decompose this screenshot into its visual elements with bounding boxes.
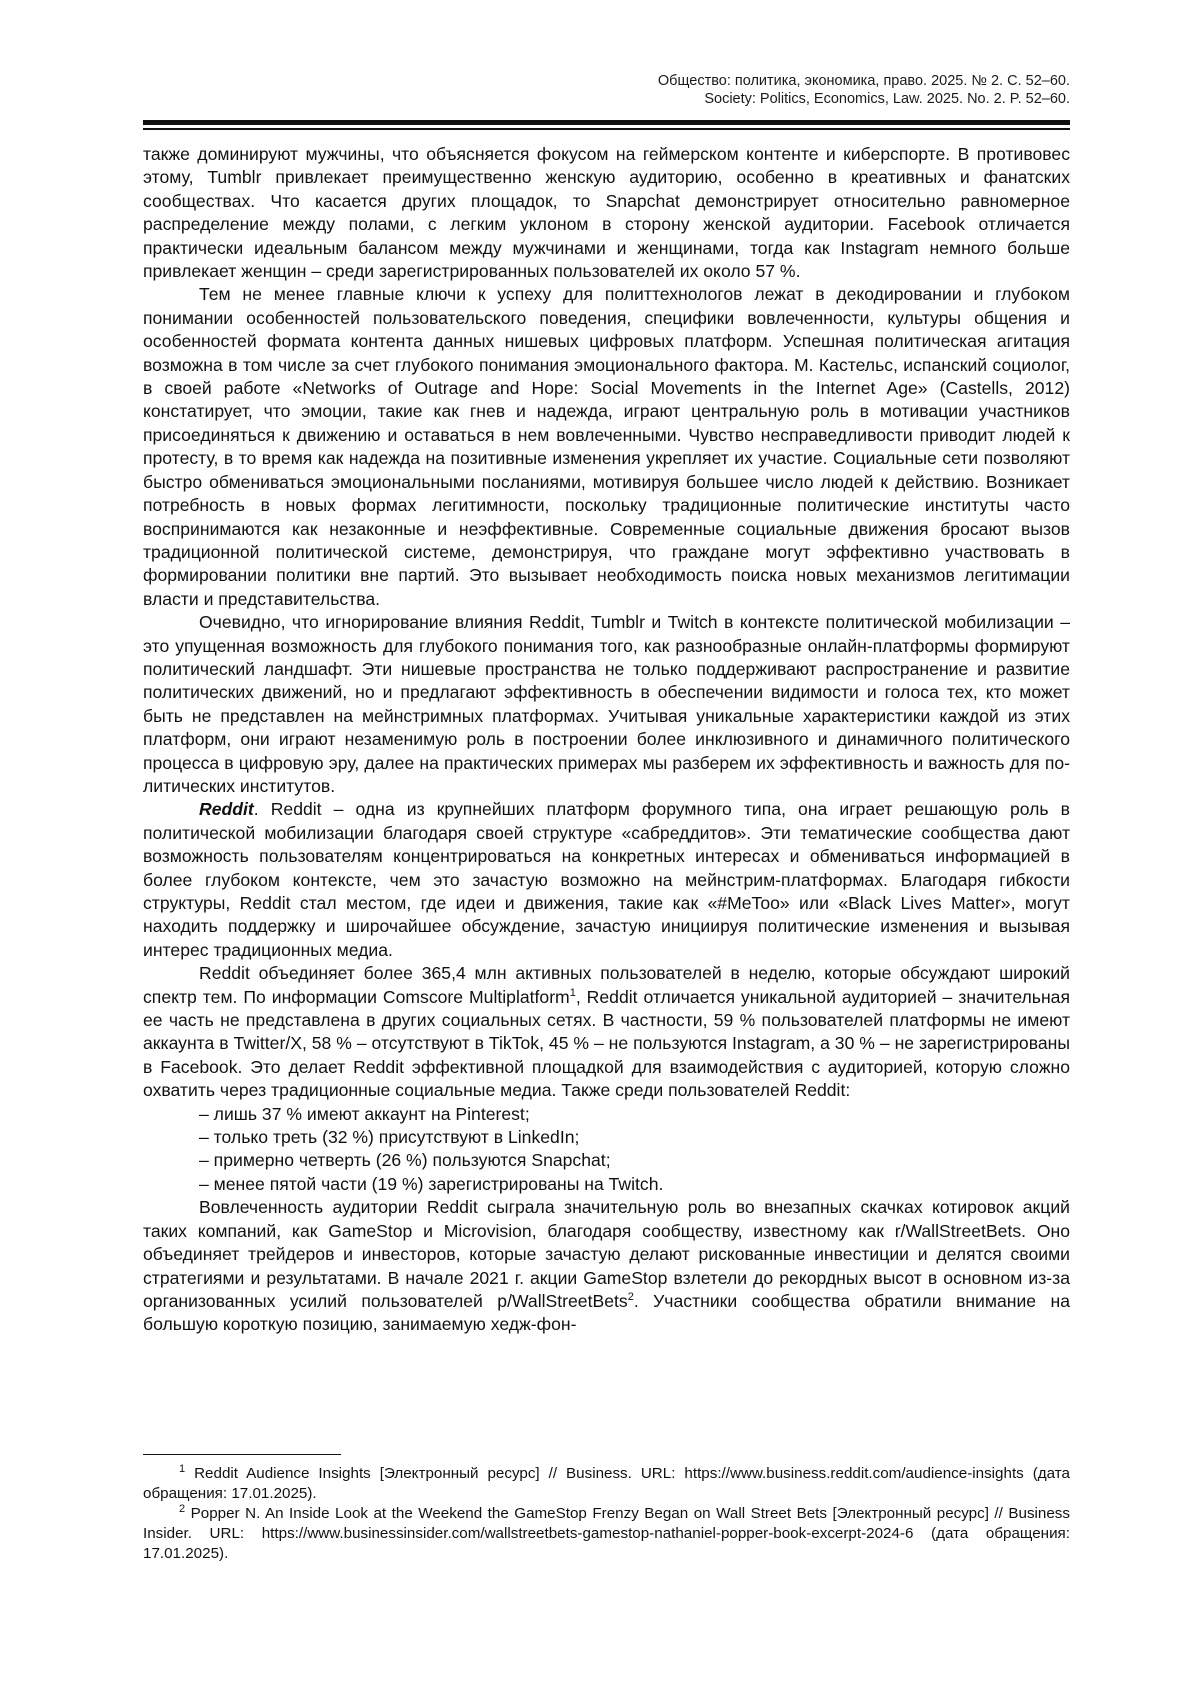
footnote-text: Reddit Audience Insights [Электронный ресурс] // Business. URL: https://www.business.reddit.com/audience-insights (дата обращения: 17.01.2025). bbox=[143, 1465, 1070, 1502]
footnote-number: 1 bbox=[179, 1462, 186, 1475]
footnote-number: 2 bbox=[179, 1502, 186, 1515]
header-rule-thick bbox=[143, 120, 1070, 125]
footnote-ref-1[interactable]: 1 bbox=[569, 986, 576, 999]
header-rule-thin bbox=[143, 128, 1070, 130]
list-item: – менее пятой части (19 %) зарегистрированы на Twitch. bbox=[199, 1173, 664, 1194]
footnotes bbox=[143, 1464, 1070, 1564]
list-item: – примерно четверть (26 %) пользуются Snapchat; bbox=[199, 1150, 611, 1171]
footnote-separator bbox=[143, 1454, 341, 1455]
paragraph-6-part-2: . Участники сообщества обратили внимание на большую короткую позицию, занимаемую хедж-фон- bbox=[143, 1290, 1070, 1335]
running-head-en: Society: Politics, Economics, Law. 2025. No. 2. P. 52–60. bbox=[704, 91, 1070, 107]
running-head-ru: Общество: политика, экономика, право. 2025. № 2. С. 52–60. bbox=[657, 73, 1070, 89]
list-item: – лишь 37 % имеют аккаунт на Pinterest; bbox=[199, 1103, 530, 1124]
list-item: – только треть (32 %) присутствуют в LinkedIn; bbox=[199, 1127, 580, 1148]
paragraph-5 bbox=[143, 962, 1070, 1102]
paragraph-1: также доминируют мужчины, что объясняется фокусом на геймерском контенте и киберспорте. В противовес этому, Tumblr привлекает преимущественно женскую аудиторию, особенно в креативных и фанатских сообществах. Что касается других площадок, то Snapchat демонстрирует относительно равномерное распределение между полами, с легким уклоном в сторону женской аудитории. Facebook отличается практически идеальным балансом между мужчинами и женщинами, тогда как Instagram немного больше привлекает женщин – среди зарегистрированных пользователей их около 57 %. bbox=[143, 144, 1070, 282]
article-body bbox=[143, 143, 1070, 1337]
paragraph-4-text: . Reddit – одна из крупнейших платформ форумного типа, она играет решающую роль в политической мобилизации благодаря своей структуре «сабреддитов». Эти тематические сообщества дают возможность пользователям концентрироваться на конкретных интересах и обмениваться информацией в более глубоком контексте, чем это зачастую возможно на мейнстрим-платформах. Благодаря гибкости структуры, Reddit стал местом, где идеи и движения, такие как «#MeToo» или «Black Lives Matter», могут находить поддержку и широчайшее обсуждение, зачастую инициируя политические изменения и вызывая интерес традиционных медиа. bbox=[143, 799, 1070, 960]
paragraph-6 bbox=[143, 1196, 1070, 1336]
paragraph-4 bbox=[143, 798, 1070, 962]
footnote-text: Popper N. An Inside Look at the Weekend the GameStop Frenzy Began on Wall Street Bets [Электронный ресурс] // Business Insider. URL: https://www.businessinsider.com/wallstreetbets-gamestop-nathaniel-popper-book-excerpt-2024-6 (дата обращения: 17.01.2025). bbox=[143, 1505, 1070, 1562]
footnote-2 bbox=[143, 1504, 1070, 1564]
footnote-ref-2[interactable]: 2 bbox=[627, 1291, 634, 1304]
running-head bbox=[370, 72, 1070, 108]
paragraph-5-part-1: Reddit объединяет более 365,4 млн активных пользователей в неделю, которые обсуждают широкий спектр тем. По информации Comscore Multiplatform bbox=[143, 963, 1070, 1007]
footnote-1 bbox=[143, 1464, 1070, 1504]
paragraph-6-part-1: Вовлеченность аудитории Reddit сыграла значительную роль во внезапных скачках котировок акций таких компаний, как GameStop и Microvision, благодаря сообществу, известному как r/WallStreetBets. Оно объединяет трейдеров и инвесторов, которые зачастую делают рискованные инвестиции и делятся своими стратегиями и результатами. В начале 2021 г. акции GameStop взлетели до рекордных высот в основном из-за организованных усилий пользователей р/WallStreetBets bbox=[143, 1197, 1070, 1311]
paragraph-2: Тем не менее главные ключи к успеху для политтехнологов лежат в декодировании и глубоком понимании особенностей пользовательского поведения, специфики вовлеченности, культуры общения и особенностей формата контента данных нишевых цифровых платформ. Успешная политическая агитация возможна в том числе за счет глубокого понимания эмоционального фактора. М. Кастельс, испанский социолог, в своей работе «Networks of Outrage and Hope: Social Movements in the Internet Age» (Castells, 2012) констатирует, что эмоции, такие как гнев и надежда, играют центральную роль в мотивации участников присоединяться к движению и оставаться в нем вовлеченными. Чувство несправедливости приводит людей к протесту, в то время как надежда на позитивные изменения укрепляет их участие. Социальные сети позволяют быстро обмениваться эмоциональными посланиями, мотивируя большее число людей к действию. Возникает потребность в новых формах легитимности, поскольку традиционные политические институты часто воспринимаются как незаконные и неэффективные. Современные социальные движения бросают вызов традиционной политической системе, демонстрируя, что граждане могут эффективно участвовать в формировании политики вне партий. Это вызывает необходимость поиска новых механизмов легитимации власти и представительства. bbox=[143, 284, 1070, 609]
paragraph-3: Очевидно, что игнорирование влияния Reddit, Tumblr и Twitch в контексте политической мобилизации – это упущенная возможность для глубокого понимания того, как разнообразные онлайн-платформы формируют политический ландшафт. Эти нишевые пространства не только поддерживают распространение и развитие политических движений, но и предлагают эффективность в обеспечении видимости и голоса тех, кто может быть не представлен на мейнстримных платформах. Учитывая уникальные характеристики каждой из этих платформ, они играют незаменимую роль в построении более инклюзивного и динамичного политического процесса в цифровую эру, далее на практических примерах мы разберем их эффективность и важность для политических институтов. bbox=[143, 612, 1070, 796]
section-lead-reddit: Reddit bbox=[199, 799, 254, 820]
paragraph-5-part-2: , Reddit отличается уникальной аудиторией – значительная ее часть не представлена в других социальных сетях. В частности, 59 % пользователей платформы не имеют аккаунта в Twitter/X, 58 % – отсутствуют в TikTok, 45 % – не пользуются Instagram, а 30 % – не зарегистрированы в Facebook. Это делает Reddit эффективной площадкой для взаимодействия с аудиторией, которую сложно охватить через традиционные социальные медиа. Также среди пользователей Reddit: bbox=[143, 986, 1070, 1101]
